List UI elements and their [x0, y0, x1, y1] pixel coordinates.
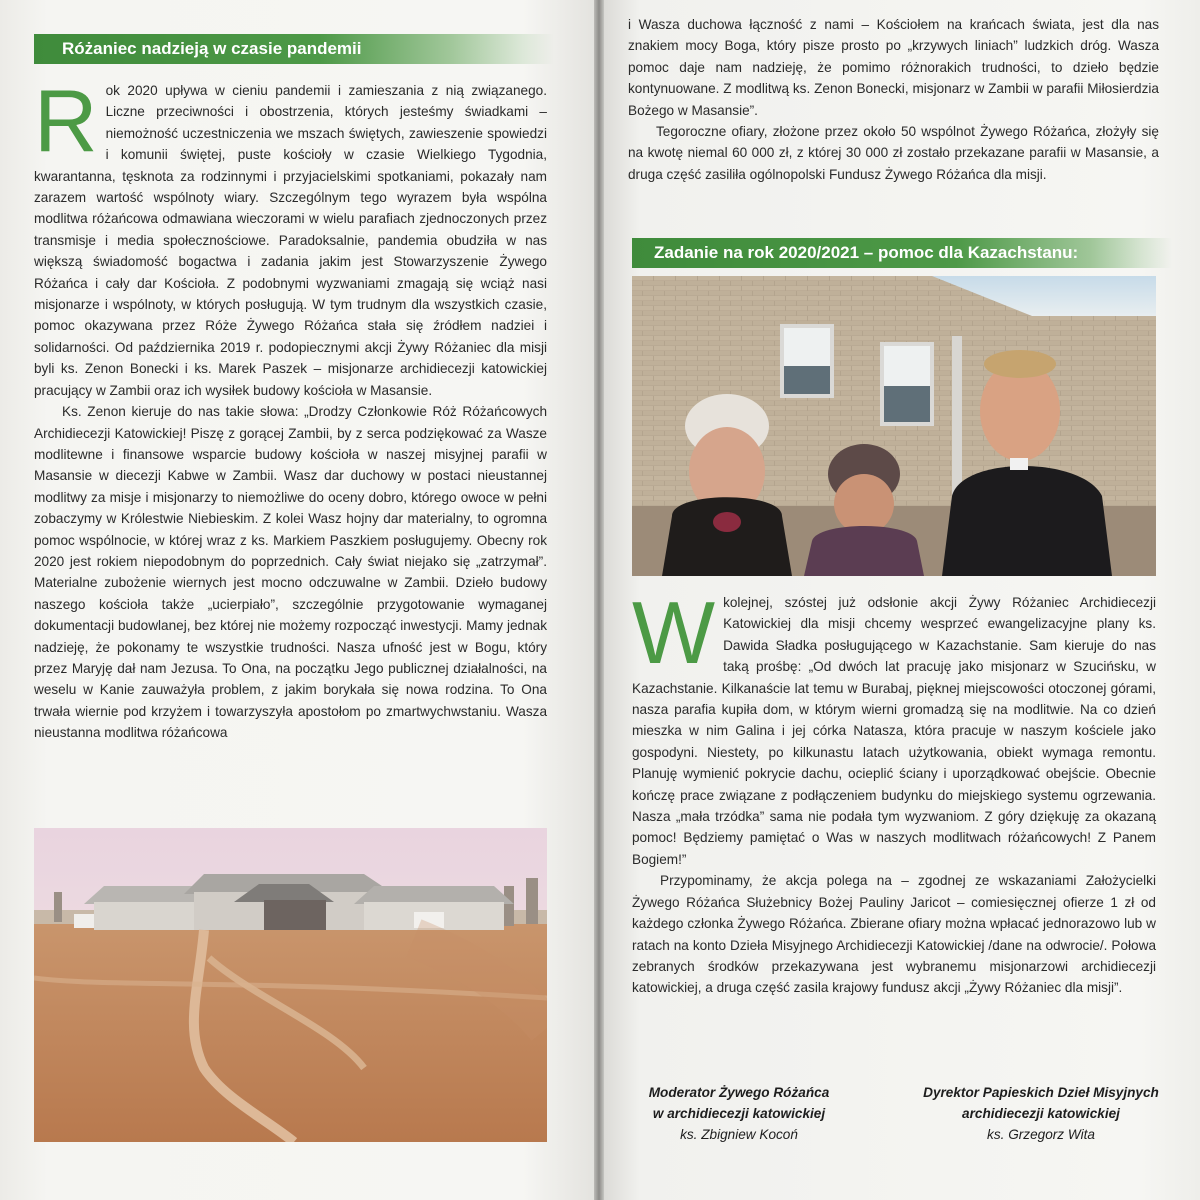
kazakhstan-group-image: [632, 276, 1156, 576]
signature-2-title: Dyrektor Papieskich Dzieł Misyjnych: [923, 1085, 1159, 1100]
signature-1-name: ks. Zbigniew Kocoń: [680, 1127, 798, 1142]
right-offerings-paragraph: Tegoroczne ofiary, złożone przez około 50 wspólnot Żywego Różańca, złożyły się na kwotę niemal 60 000 zł, z której 30 000 zł zostało przekazane parafii w Masansie, a druga część zasiliła ogólnopolski Fundusz Żywego Różańca dla misji.: [628, 124, 1159, 182]
signature-1-subtitle: w archidiecezji katowickiej: [652, 1106, 826, 1121]
signature-2-name: ks. Grzegorz Wita: [987, 1127, 1095, 1142]
dropcap-w: W: [632, 583, 716, 682]
signature-moderator: [614, 1082, 864, 1145]
dropcap-r: R: [34, 71, 98, 170]
left-paragraph-2: Ks. Zenon kieruje do nas takie słowa: „Drodzy Członkowie Róż Różańcowych Archidiecezji Katowickiej! Piszę z gorącej Zambii, by z serca podziękować za Wasze modlitewne i finansowe wsparcie budowy kościoła w naszej misyjnej parafii w Masansie w diecezji Kabwe w Zambii. Wasz dar duchowy w postaci nieustannej modlitwy za misje i misjonarzy to niemożliwe do oceny dobro, którego owoce w pełni zobaczymy w Królestwie Niebieskim. Z kolei Wasz hojny dar materialny, to ogromna pomoc wspólnocie, w której wraz z ks. Markiem Paszkiem posługujemy. Obecny rok 2020 jest rokiem niepodobnym do poprzednich. Cały świat niejako się „zatrzymał”. Materialne zubożenie wiernych jest mocno odczuwalne w Zambii. Dzieło budowy naszego kościoła także „ucierpiało”, szczególnie przygotowanie wymaganej dokumentacji budowlanej, bez której nie możemy rozpocząć inwestycji. Mamy jednak nadzieję, że pokonamy te wszystkie trudności. Nasza ufność jest w Bogu, który przez Maryję dał nam Jezusa. To Ona, na początku Jego publicznej działalności, na weselu w Kanie zauważyła problem, z jakim borykała się nowa rodzina. To Ona trwała wiernie pod krzyżem i towarzyszyła apostołom po zmartwychwstaniu. Wasza nieustanna modlitwa różańcowa: [34, 404, 547, 741]
right-page: [604, 0, 1200, 1200]
section-heading-kazakhstan: Zadanie na rok 2020/2021 – pomoc dla Kazachstanu:: [632, 238, 1172, 268]
kazakhstan-group-photo: [632, 276, 1156, 576]
left-paragraph-1: ok 2020 upływa w cieniu pandemii i zamieszania z nią związanego. Liczne przeciwności i obostrzenia, których jesteśmy świadkami – niemożność uczestniczenia we mszach świętych, zawieszenie spowiedzi i komunii świętej, puste kościoły w czasie Wielkiego Tygodnia, kwarantanna, tęsknota za rodzinnymi i przyjacielskimi spotkaniami, pokazały nam zarazem wartość wspólnoty wiary. Szczególnym tego wyrazem była wspólna modlitwa różańcowa odmawiana wieczorami w wielu parafiach zjednoczonych przez transmisje i media społecznościowe. Paradoksalnie, pandemia obudziła w nas większą świadomość bogactwa i zadania jakim jest Stowarzyszenie Żywego Różańca i cały dar Kościoła. Z podobnymi wyzwaniami zmagają się wciąż nasi misjonarze i wspólnoty, w których posługują. W tym trudnym dla wszystkich czasie, pomoc okazywana przez Róże Żywego Różańca stała się źródłem nadziei i solidarności. Od października 2019 r. podopiecznymi akcji Żywy Różaniec dla misji byli ks. Zenon Bonecki i ks. Marek Paszek – misjonarze archidiecezji katowickiej pracujący w Zambii oraz ich wysiłek budowy kościoła w Masansie.: [34, 83, 547, 398]
spine-gutter: [594, 0, 604, 1200]
right-paragraph-2: Przypominamy, że akcja polega na – zgodnej ze wskazaniami Założycielki Żywego Różańca Służebnicy Bożej Pauliny Jaricot – comiesięcznej ofierze 1 zł od każdego członka Żywego Różańca. Zbierane ofiary można wpłacać jednorazowo lub w ratach na konto Dzieła Misyjnego Archidiecezji Katowickiej /dane na odwrocie/. Połowa zebranych środków przekazywana jest wybranemu misjonarzowi archidiecezji katowickiej, a druga część zasila krajowy fundusz akcji „Żywy Różaniec dla misji”.: [632, 873, 1156, 996]
signature-1-title: Moderator Żywego Różańca: [648, 1085, 830, 1100]
zambia-church-photo: [34, 828, 547, 1142]
right-paragraph-1: kolejnej, szóstej już odsłonie akcji Żywy Różaniec Archidiecezji Katowickiej dla misji chcemy wesprzeć ewangelizacyjne plany ks. Dawida Sładka posługującego w Kazachstanie. Sam kieruje do nas taką prośbę: „Od dwóch lat pracuję jako misjonarz w Szucińsku, w Kazachstanie. Kilkanaście lat temu w Burabaj, pięknej miejscowości otoczonej górami, nasza parafia kupiła dom, w którym wierni gromadzą się na modlitwie. Na co dzień mieszka w nim Galina i jej córka Natasza, która pracuje w naszym kościele jako gospodyni. Niestety, po kilkunastu latach użytkowania, obiekt wymaga remontu. Planuję wymienić pokrycie dachu, ocieplić ściany i uporządkować obejście. Obecnie kończę prace związane z podłączeniem budynku do miejskiego systemu ogrzewania. Nasza „mała trzódka” sama nie podała tym wyzwaniom. Z góry dziękuję za okazaną pomoc! Będziemy pamiętać o Was w naszych modlitwach różańcowych! Z Panem Bogiem!”: [632, 595, 1156, 867]
right-continuation-paragraph: i Wasza duchowa łączność z nami – Kościołem na krańcach świata, jest dla nas znakiem mocy Boga, który pisze prosto po „krzywych liniach” ludzkich dróg. Wasza pomoc daje nam nadzieję, że pomimo różnorakich trudności, to dzieło będzie kontynuowane. Z modlitwą ks. Zenon Bonecki, misjonarz w Zambii w parafii Miłosierdzia Bożego w Masansie”.: [628, 17, 1159, 118]
signature-2-subtitle: archidiecezji katowickiej: [962, 1106, 1120, 1121]
zambia-church-image: [34, 828, 547, 1142]
right-top-text: [628, 14, 1159, 185]
section-heading-pandemic: Różaniec nadzieją w czasie pandemii: [34, 34, 554, 64]
right-article-body: [632, 583, 1156, 999]
left-page: [0, 0, 594, 1200]
left-article-body: [34, 71, 547, 744]
signature-director: [896, 1082, 1186, 1145]
